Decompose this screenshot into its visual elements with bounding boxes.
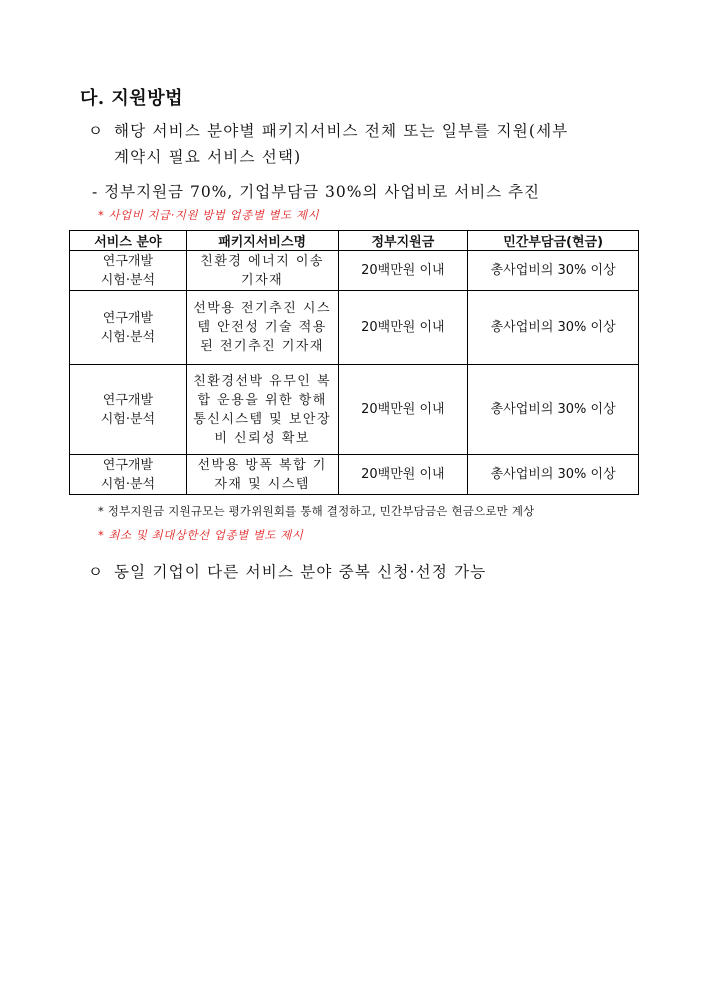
bullet-marker: ㅇ — [88, 563, 105, 581]
bullet-support-scope — [88, 118, 648, 170]
private-share-cell: 총사업비의 30% 이상 — [468, 251, 639, 291]
section-heading: 다. 지원방법 — [80, 88, 183, 109]
header-service-field: 서비스 분야 — [70, 231, 187, 251]
bullet-text-line2: 계약시 필요 서비스 선택) — [114, 148, 302, 166]
service-field-cell: 연구개발 시험·분석 — [70, 291, 187, 365]
gov-support-cell: 20백만원 이내 — [338, 365, 468, 455]
bullet-duplicate-application — [88, 559, 486, 585]
service-field-cell: 연구개발 시험·분석 — [70, 455, 187, 495]
package-name-cell: 친환경선박 유무인 복합 운용을 위한 항해통신시스템 및 보안장비 신뢰성 확보 — [186, 365, 338, 455]
bullet-marker: ㅇ — [88, 122, 105, 140]
bullet-text-line1: 해당 서비스 분야별 패키지서비스 전체 또는 일부를 지원(세부 — [114, 122, 569, 140]
header-private-share: 민간부담금(현금) — [468, 231, 639, 251]
cap-range-note: * 최소 및 최대상한선 업종별 별도 제시 — [98, 528, 304, 542]
package-service-table — [69, 230, 639, 495]
table-row — [70, 291, 639, 365]
table-row — [70, 251, 639, 291]
private-share-cell: 총사업비의 30% 이상 — [468, 291, 639, 365]
payment-method-note: * 사업비 지급·지원 방법 업종별 별도 제시 — [98, 208, 320, 222]
header-gov-support: 정부지원금 — [338, 231, 468, 251]
bullet-text: 동일 기업이 다른 서비스 분야 중복 신청·선정 가능 — [114, 563, 487, 581]
private-share-cell: 총사업비의 30% 이상 — [468, 455, 639, 495]
package-name-cell: 친환경 에너지 이송 기자재 — [186, 251, 338, 291]
gov-support-cell: 20백만원 이내 — [338, 291, 468, 365]
private-share-cell: 총사업비의 30% 이상 — [468, 365, 639, 455]
table-row — [70, 455, 639, 495]
service-field-cell: 연구개발 시험·분석 — [70, 365, 187, 455]
funding-ratio-line: - 정부지원금 70%, 기업부담금 30%의 사업비로 서비스 추진 — [92, 183, 541, 201]
table-row — [70, 365, 639, 455]
gov-support-cell: 20백만원 이내 — [338, 455, 468, 495]
package-name-cell: 선박용 방폭 복합 기자재 및 시스템 — [186, 455, 338, 495]
header-package-name: 패키지서비스명 — [186, 231, 338, 251]
package-name-cell: 선박용 전기추진 시스템 안전성 기술 적용된 전기추진 기자재 — [186, 291, 338, 365]
support-scale-note: * 정부지원금 지원규모는 평가위원회를 통해 결정하고, 민간부담금은 현금으로만 계상 — [98, 504, 535, 518]
table-header-row — [70, 231, 639, 251]
gov-support-cell: 20백만원 이내 — [338, 251, 468, 291]
service-field-cell: 연구개발 시험·분석 — [70, 251, 187, 291]
